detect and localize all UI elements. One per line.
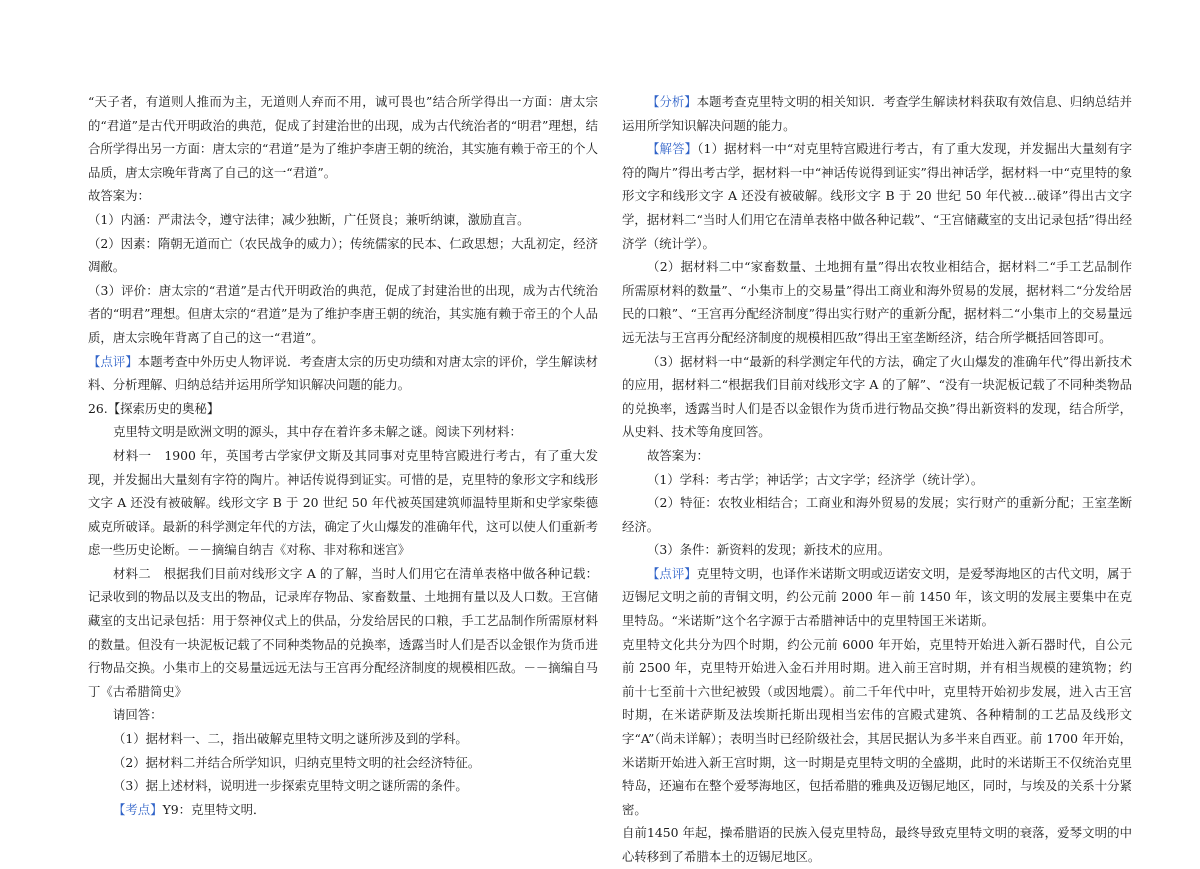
material-1: 材料一 1900 年，英国考古学家伊文斯及其同事对克里特宫殿进行考古，有了重大发现，并发掘出大量刻有字符的陶片。神话传说得到证实。可惜的是，克里特的象形文字和线形文字 A 还没有被破解。线形文字 B 于 20 世纪 50 年代被英国建筑师温特里斯和史学家柴德威克所破译。最新的科学测定年代的方法，确定了火山爆发的准确年代，这可以使人们重新考虑一些历史论断。－－摘编自纳吉《对称、非对称和迷宫》 [88, 447, 598, 558]
solution-paragraph-2: （2）据材料二中“家畜数量、土地拥有量”得出农牧业相结合，据材料二“手工艺品制作所需原材料的数量”、“小集市上的交易量”得出工商业和海外贸易的发展，据材料二“分发给居民的口粮”、“王宫再分配经济制度”得出实行财产的重新分配，据材料二“小集市上的交易量远远无法与王宫再分配经济制度的规模相匹敌”得出王室垄断经济，结合所学概括回答即可。 [622, 259, 1132, 345]
extended-paragraph-1: 克里特文化共分为四个时期，约公元前 6000 年开始，克里特开始进入新石器时代，自公元前 2500 年，克里特开始进入金石并用时期。进入前王宫时期，并有相当规模的建筑物；约前十七至前十六世纪被毁（或因地震）。前二千年代中叶，克里特开始初步发展，进入古王宫时期，在米诺萨斯及法埃斯托斯出现相当宏伟的宫殿式建筑、各种精制的工艺品及线形文字“A”（尚未详解）；表明当时已经阶级社会，其居民据认为多半来自西亚。前 1700 年开始，米诺斯开始进入新王宫时期，这一时期是克里特文明的全盛期，此时的米诺斯王不仅统治克里特岛，还遍布在整个爱琴海地区，包括希腊的雅典及迈锡尼地区，同时，与埃及的关系十分紧密。 [622, 636, 1132, 817]
answer-item-1: （1）内涵：严肃法令，遵守法律；减少独断，广任贤良；兼听纳谏，激励直言。 [88, 211, 530, 227]
right-column [622, 90, 1132, 869]
sub-question-3: （3）据上述材料，说明进一步探索克里特文明之谜所需的条件。 [113, 778, 468, 794]
answer-item-3: （3）条件：新资料的发现；新技术的应用。 [647, 542, 891, 558]
review-paragraph [88, 350, 598, 397]
continuation-paragraph: “天子者，有道则人推而为主，无道则人弃而不用，诚可畏也”结合所学得出一方面：唐太宗的“君道”是古代开明政治的典范，促成了封建治世的出现，成为古代统治者的“明君”理想，结合所学得出另一方面：唐太宗的“君道”是为了维护李唐王朝的统治，其实施有赖于帝王的个人品质，唐太宗晚年背离了自己的这一“君道”。 [88, 94, 598, 180]
sub-question-1: （1）据材料一、二，指出破解克里特文明之谜所涉及到的学科。 [113, 731, 468, 747]
sub-question-2: （2）据材料二并结合所学知识，归纳克里特文明的社会经济特征。 [113, 754, 481, 770]
answer-label: 故答案为： [88, 188, 150, 204]
material-2: 材料二 根据我们目前对线形文字 A 的了解，当时人们用它在清单表格中做各种记载：记录收到的物品以及支出的物品，记录库存物品、家畜数量、土地拥有量以及人口数。王宫储藏室的支出记录包括：用于祭神仪式上的供品，分发给居民的口粮，手工艺品制作所需原材料的数量。但没有一块泥板记载了不同种类物品的兑换率，透露当时人们是否以金银作为货币进行物品交换。小集市上的交易量远远无法与王宫再分配经济制度的规模相匹敌。－－摘编自马丁《古希腊简史》 [88, 565, 598, 699]
review-paragraph [622, 562, 1132, 633]
solution-text-1: （1）据材料一中“对克里特宫殿进行考古，有了重大发现，并发掘出大量刻有字符的陶片”得出考古学，据材料一中“神话传说得到证实”得出神话学，据材料一中“克里特的象形文字和线形文字 A 还没有被破解。线形文字 B 于 20 世纪 50 年代被…破译”得出古文字学，据材料二“当时人们用它在清单表格中做各种记载”、“王宫储藏室的支出记录包括”得出经济学（统计学）。 [622, 141, 1132, 251]
question-title: 26.【探索历史的奥秘】 [88, 400, 220, 416]
solution-paragraph-1 [622, 137, 1132, 255]
question-intro: 克里特文明是欧洲文明的源头，其中存在着许多未解之谜。阅读下列材料： [113, 424, 522, 440]
ask-label: 请回答： [113, 707, 163, 723]
answer-item-1: （1）学科：考古学；神话学；古文字学；经济学（统计学）。 [647, 471, 984, 487]
analysis-tag: 【分析】 [647, 94, 697, 109]
extended-paragraph-2: 自前1450 年起，操希腊语的民族入侵克里特岛，最终导致克里特文明的衰落，爱琴文明的中心转移到了希腊本土的迈锡尼地区。 [622, 825, 1132, 864]
review-text: 本题考查中外历史人物评说．考查唐太宗的历史功绩和对唐太宗的评价，学生解读材料、分析理解、归纳总结并运用所学知识解决问题的能力。 [88, 353, 599, 393]
review-tag: 【点评】 [647, 565, 697, 581]
point-tag: 【考点】 [113, 801, 163, 817]
answer-item-2: （2）因素：隋朝无道而亡（农民战争的威力）；传统儒家的民本、仁政思想；大乱初定，经济凋敝。 [88, 235, 598, 275]
analysis-text: 本题考查克里特文明的相关知识．考查学生解读材料获取有效信息、归纳总结并运用所学知识解决问题的能力。 [622, 94, 1133, 133]
point-text: Y9：克里特文明． [162, 801, 266, 817]
solution-tag: 【解答】 [647, 141, 698, 157]
review-tag: 【点评】 [88, 353, 138, 369]
answer-label: 故答案为： [647, 447, 709, 463]
solution-paragraph-3: （3）据材料一中“最新的科学测定年代的方法，确定了火山爆发的准确年代”得出新技术的应用，据材料二“根据我们目前对线形文字 A 的了解”、“没有一块泥板记载了不同种类物品的兑换率，透露当时人们是否以金银作为货币进行物品交换”得出新资料的发现，结合所学，从史料、技术等角度回答。 [622, 353, 1132, 440]
review-text: 克里特文明，也译作米诺斯文明或迈诺安文明，是爱琴海地区的古代文明，属于迈锡尼文明之前的青铜文明，约公元前 2000 年－前 1450 年，该文明的发展主要集中在克里特岛。“米诺斯”这个名字源于古希腊神话中的克里特国王米诺斯。 [622, 565, 1133, 629]
left-column [88, 90, 598, 821]
answer-item-3: （3）评价：唐太宗的“君道”是古代开明政治的典范，促成了封建治世的出现，成为古代统治者的“明君”理想。但唐太宗的“君道”是为了维护李唐王朝的统治，其实施有赖于帝王的个人品质，唐太宗晚年背离了自己的这一“君道”。 [88, 282, 598, 345]
analysis-paragraph [622, 90, 1132, 137]
point-paragraph [88, 798, 598, 822]
answer-item-2: （2）特征：农牧业相结合；工商业和海外贸易的发展；实行财产的重新分配；王室垄断经济。 [622, 495, 1132, 534]
